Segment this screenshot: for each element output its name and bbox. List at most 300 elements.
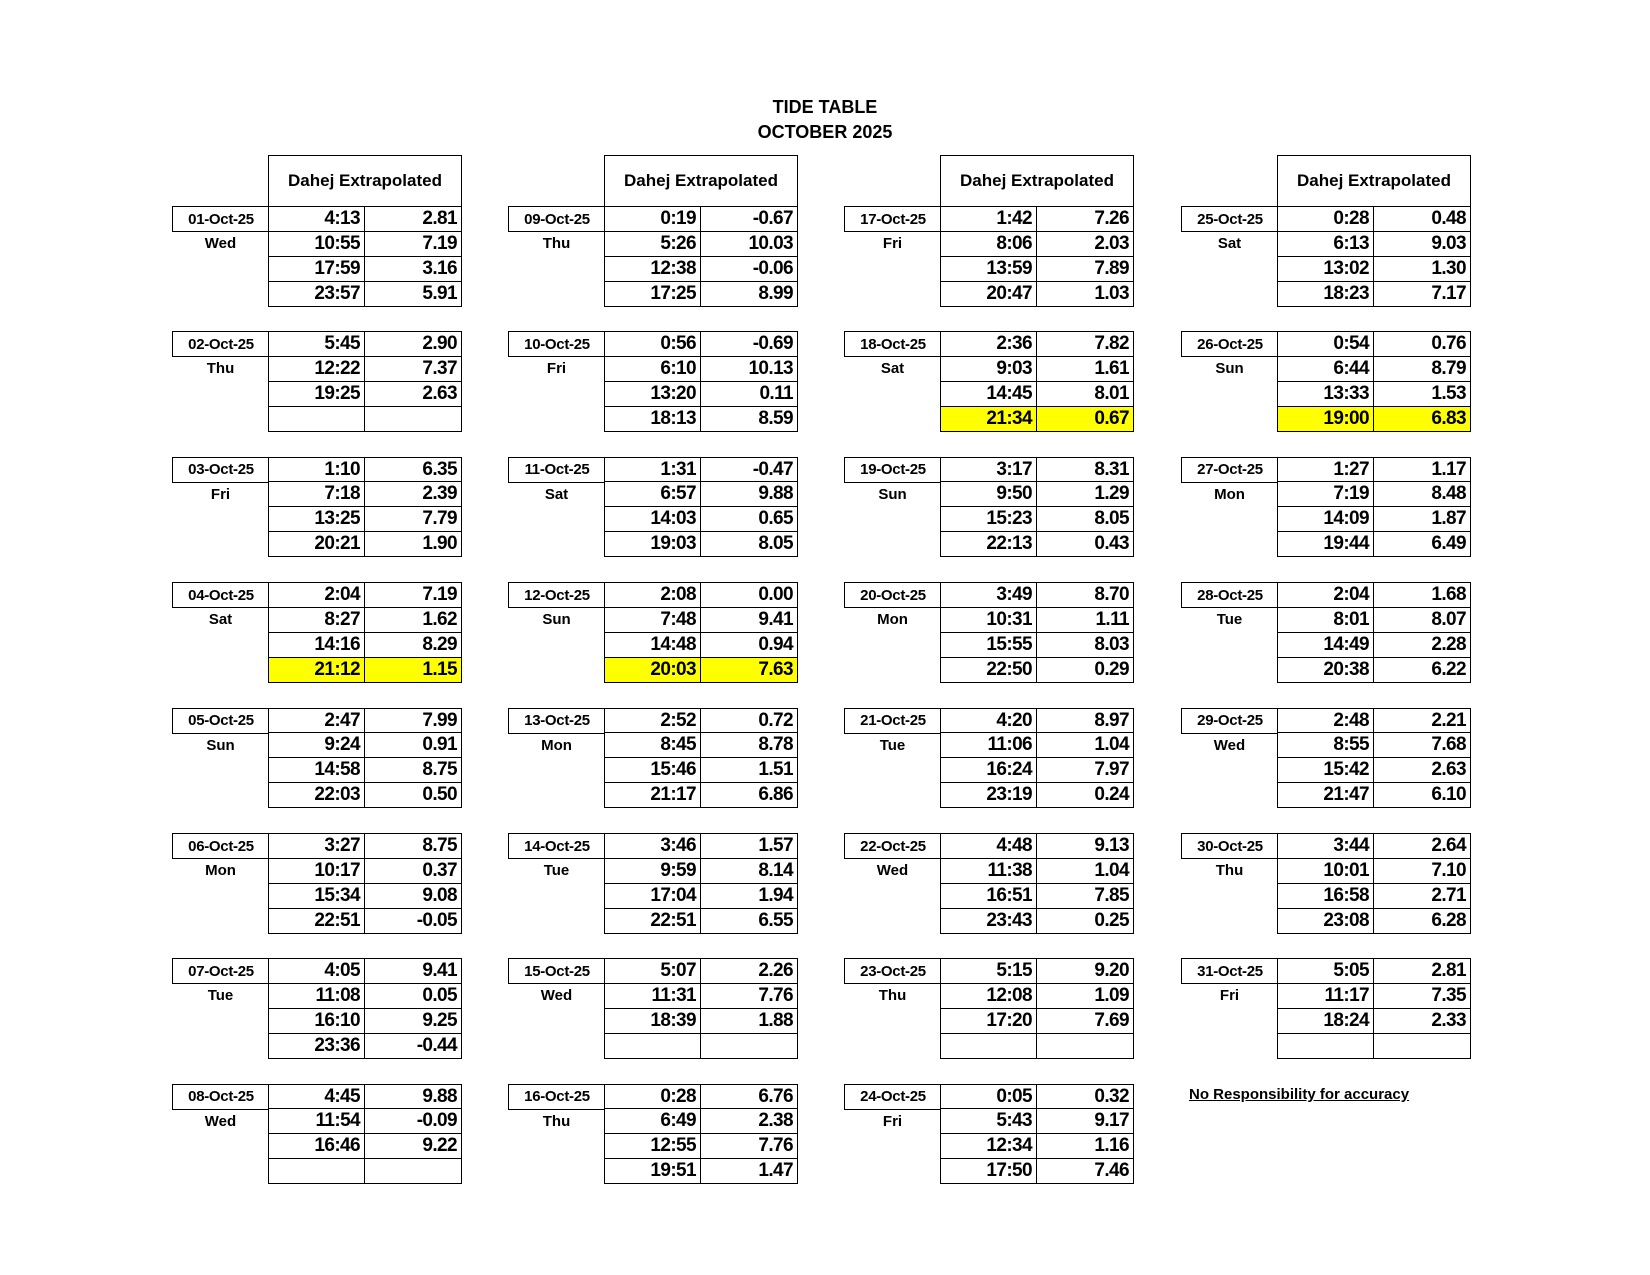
day-block — [508, 582, 798, 684]
tide-row — [605, 858, 797, 883]
tide-row — [269, 657, 461, 682]
tide-row — [605, 709, 797, 733]
tide-height: 1.57 — [758, 835, 793, 856]
day-block — [1181, 457, 1471, 559]
tide-time: 8:55 — [1278, 733, 1374, 757]
tide-height: 1.53 — [1431, 382, 1466, 404]
tide-row — [941, 757, 1133, 782]
tide-row — [605, 281, 797, 306]
tide-time: 5:15 — [941, 959, 1037, 983]
tide-time: 1:10 — [269, 458, 365, 482]
tide-row — [269, 1033, 461, 1058]
tide-row — [269, 709, 461, 733]
date-label: 13-Oct-25 — [508, 708, 605, 734]
weekday-label: Wed — [876, 862, 909, 879]
tide-time: 3:46 — [605, 834, 701, 858]
tide-row — [269, 332, 461, 356]
tide-height: 1.51 — [758, 759, 793, 781]
date-label: 14-Oct-25 — [508, 833, 605, 859]
tide-grid — [268, 206, 462, 307]
tide-height: 2.71 — [1431, 884, 1466, 906]
tide-height: 9.20 — [1094, 960, 1129, 982]
tide-row — [269, 983, 461, 1008]
tide-row — [605, 531, 797, 556]
tide-row — [605, 506, 797, 531]
tide-time: 0:05 — [941, 1085, 1037, 1109]
date-label: 19-Oct-25 — [844, 457, 941, 483]
tide-time: 23:08 — [1278, 909, 1374, 933]
tide-time: 16:58 — [1278, 884, 1374, 908]
tide-time: 10:17 — [269, 859, 365, 883]
date-label: 06-Oct-25 — [172, 833, 269, 859]
tide-row — [1278, 1033, 1470, 1058]
tide-height: 1.04 — [1094, 734, 1129, 756]
tide-row — [941, 531, 1133, 556]
tide-height: 2.81 — [422, 208, 457, 229]
tide-height: 1.68 — [1431, 584, 1466, 606]
tide-row — [605, 256, 797, 281]
tide-height: 1.62 — [422, 608, 457, 630]
tide-height: 9.41 — [758, 608, 793, 630]
tide-time: 12:38 — [605, 257, 701, 281]
tide-grid — [268, 582, 462, 683]
tide-row — [941, 709, 1133, 733]
tide-height: 8.97 — [1094, 709, 1129, 731]
tide-row — [1278, 458, 1470, 482]
tide-height: 8.05 — [1094, 508, 1129, 530]
tide-height: 6.86 — [758, 784, 793, 806]
tide-row — [605, 883, 797, 908]
tide-time: 23:57 — [269, 282, 365, 306]
tide-row — [1278, 231, 1470, 256]
tide-row — [941, 657, 1133, 682]
tide-time: 3:27 — [269, 834, 365, 858]
tide-grid — [940, 708, 1134, 809]
weekday-label: Sat — [544, 485, 569, 503]
weekday-label: Thu — [542, 235, 571, 252]
tide-height: 2.21 — [1431, 709, 1466, 731]
tide-row — [269, 1108, 461, 1133]
tide-row — [941, 607, 1133, 632]
tide-time: 11:17 — [1278, 984, 1374, 1008]
weekday-label: Thu — [206, 360, 235, 378]
tide-row — [605, 908, 797, 933]
tide-grid — [940, 206, 1134, 307]
tide-time: 20:21 — [269, 532, 365, 556]
tide-height: 9.88 — [422, 1085, 457, 1107]
tide-time: 14:58 — [269, 758, 365, 782]
tide-time: 2:48 — [1278, 709, 1374, 733]
tide-time: 2:52 — [605, 709, 701, 733]
tide-row — [941, 356, 1133, 381]
tide-time: 22:51 — [605, 909, 701, 933]
tide-height — [365, 407, 461, 431]
tide-time: 6:49 — [605, 1109, 701, 1133]
tide-time: 6:44 — [1278, 357, 1374, 381]
tide-grid — [604, 833, 798, 934]
tide-row — [605, 834, 797, 858]
tide-row — [269, 1158, 461, 1183]
tide-row — [269, 1008, 461, 1033]
tide-height: 1.16 — [1094, 1135, 1129, 1157]
tide-time: 5:43 — [941, 1109, 1037, 1133]
tide-row — [269, 632, 461, 657]
tide-time: 18:39 — [605, 1009, 701, 1033]
tide-row — [269, 207, 461, 231]
tide-height: 6.49 — [1431, 533, 1466, 555]
tide-time — [605, 1034, 701, 1058]
tide-time: 21:17 — [605, 783, 701, 807]
date-label: 03-Oct-25 — [172, 457, 269, 483]
tide-time: 17:20 — [941, 1009, 1037, 1033]
tide-height: 6.28 — [1431, 909, 1466, 931]
weekday-label: Wed — [540, 987, 573, 1005]
weekday-label: Thu — [878, 987, 907, 1005]
tide-height: 0.67 — [1094, 407, 1129, 429]
tide-row — [1278, 281, 1470, 306]
date-label: 28-Oct-25 — [1181, 582, 1278, 608]
tide-time: 20:38 — [1278, 658, 1374, 682]
tide-row — [941, 381, 1133, 406]
date-label: 16-Oct-25 — [508, 1084, 605, 1110]
tide-height: 0.37 — [422, 859, 457, 881]
column-header: Dahej Extrapolated — [604, 155, 798, 206]
tide-height: 7.37 — [422, 357, 457, 379]
tide-time: 17:25 — [605, 282, 701, 306]
tide-height: 7.99 — [422, 709, 457, 731]
tide-height: 8.29 — [422, 633, 457, 655]
tide-row — [269, 458, 461, 482]
tide-row — [269, 506, 461, 531]
tide-time: 16:51 — [941, 884, 1037, 908]
tide-height: 7.26 — [1094, 208, 1129, 229]
tide-height: 1.61 — [1094, 357, 1129, 379]
tide-row — [1278, 356, 1470, 381]
tide-row — [1278, 782, 1470, 807]
tide-height: 0.48 — [1431, 208, 1466, 229]
weekday-label: Mon — [1214, 485, 1245, 503]
tide-row — [941, 207, 1133, 231]
tide-row — [269, 381, 461, 406]
disclaimer: No Responsibility for accuracy — [1189, 1086, 1410, 1103]
tide-height: 7.10 — [1431, 859, 1466, 881]
tide-height: 7.89 — [1094, 257, 1129, 279]
date-label: 08-Oct-25 — [172, 1084, 269, 1110]
tide-time: 5:05 — [1278, 959, 1374, 983]
tide-row — [605, 481, 797, 506]
tide-height: 7.19 — [422, 584, 457, 606]
date-label: 18-Oct-25 — [844, 331, 941, 357]
tide-time — [1278, 1034, 1374, 1058]
tide-time: 14:45 — [941, 382, 1037, 406]
tide-row — [605, 1033, 797, 1058]
tide-time: 5:45 — [269, 332, 365, 356]
tide-time: 1:42 — [941, 207, 1037, 231]
tide-time: 11:38 — [941, 859, 1037, 883]
tide-time: 16:24 — [941, 758, 1037, 782]
tide-row — [941, 883, 1133, 908]
tide-height: 0.91 — [422, 734, 457, 756]
tide-time: 7:18 — [269, 482, 365, 506]
tide-time: 3:17 — [941, 458, 1037, 482]
tide-row — [605, 583, 797, 607]
tide-height: 8.14 — [758, 859, 793, 881]
tide-height: 0.50 — [422, 784, 457, 806]
date-label: 25-Oct-25 — [1181, 206, 1278, 232]
tide-time: 13:02 — [1278, 257, 1374, 281]
tide-height: -0.09 — [416, 1110, 457, 1132]
day-block — [844, 1084, 1134, 1186]
tide-height: -0.47 — [752, 458, 793, 480]
day-block — [508, 457, 798, 559]
tide-row — [605, 381, 797, 406]
tide-time: 8:01 — [1278, 608, 1374, 632]
day-block — [172, 708, 462, 810]
tide-grid — [1277, 206, 1471, 307]
tide-row — [1278, 531, 1470, 556]
date-label: 10-Oct-25 — [508, 331, 605, 357]
tide-grid — [604, 582, 798, 683]
tide-time: 17:50 — [941, 1159, 1037, 1183]
tide-row — [941, 1133, 1133, 1158]
day-block — [844, 457, 1134, 559]
tide-height: 0.94 — [758, 633, 793, 655]
weekday-label: Sun — [878, 485, 907, 503]
tide-row — [269, 356, 461, 381]
tide-height: 1.17 — [1431, 458, 1466, 480]
tide-row — [269, 1085, 461, 1109]
tide-height: 9.41 — [422, 960, 457, 982]
tide-row — [1278, 481, 1470, 506]
tide-row — [269, 406, 461, 431]
tide-time: 4:48 — [941, 834, 1037, 858]
weekday-label: Tue — [207, 987, 234, 1005]
tide-row — [1278, 657, 1470, 682]
tide-row — [941, 256, 1133, 281]
tide-grid — [604, 708, 798, 809]
tide-height: 6.55 — [758, 909, 793, 931]
weekday-label: Tue — [879, 736, 906, 754]
tide-height: 1.11 — [1095, 608, 1129, 630]
tide-height: 7.76 — [758, 984, 793, 1006]
tide-row — [605, 657, 797, 682]
tide-height: 2.28 — [1431, 633, 1466, 655]
day-block — [508, 958, 798, 1060]
tide-time: 13:20 — [605, 382, 701, 406]
tide-height: 8.31 — [1094, 458, 1129, 480]
tide-height: 0.32 — [1094, 1085, 1129, 1107]
tide-height: 10.13 — [748, 357, 793, 379]
day-block — [172, 457, 462, 559]
tide-height: 9.03 — [1431, 232, 1466, 254]
tide-row — [605, 959, 797, 983]
tide-height: 2.90 — [422, 333, 457, 355]
tide-grid — [1277, 708, 1471, 809]
tide-time: 22:13 — [941, 532, 1037, 556]
date-label: 27-Oct-25 — [1181, 457, 1278, 483]
tide-height: -0.44 — [416, 1034, 457, 1056]
tide-time: 4:05 — [269, 959, 365, 983]
tide-time: 10:31 — [941, 608, 1037, 632]
tide-time: 14:16 — [269, 633, 365, 657]
tide-time: 21:12 — [269, 658, 365, 682]
tide-row — [1278, 583, 1470, 607]
tide-time: 14:09 — [1278, 507, 1374, 531]
day-block — [172, 331, 462, 433]
date-label: 12-Oct-25 — [508, 582, 605, 608]
tide-row — [941, 959, 1133, 983]
tide-grid — [268, 1084, 462, 1185]
tide-time: 0:54 — [1278, 332, 1374, 356]
tide-row — [605, 332, 797, 356]
tide-row — [1278, 732, 1470, 757]
weekday-label: Fri — [546, 360, 567, 378]
tide-height: 9.25 — [422, 1009, 457, 1031]
tide-height: 8.99 — [758, 282, 793, 304]
tide-grid — [268, 958, 462, 1059]
tide-time: 11:06 — [941, 733, 1037, 757]
tide-time: 23:43 — [941, 909, 1037, 933]
day-block — [1181, 958, 1471, 1060]
page-subtitle: OCTOBER 2025 — [757, 122, 893, 142]
tide-height: 6.22 — [1431, 658, 1466, 680]
tide-height: 2.33 — [1431, 1009, 1466, 1031]
weekday-label: Sun — [206, 736, 235, 754]
tide-row — [605, 356, 797, 381]
day-block — [1181, 331, 1471, 433]
tide-height: 9.13 — [1094, 835, 1129, 856]
tide-row — [269, 281, 461, 306]
tide-time: 22:51 — [269, 909, 365, 933]
tide-time: 2:47 — [269, 709, 365, 733]
tide-time: 12:55 — [605, 1134, 701, 1158]
weekday-label: Sat — [880, 360, 905, 378]
tide-row — [941, 506, 1133, 531]
tide-time: 2:36 — [941, 332, 1037, 356]
page-title: TIDE TABLE — [772, 97, 878, 117]
date-label: 09-Oct-25 — [508, 206, 605, 232]
tide-height: 7.63 — [758, 658, 793, 680]
tide-time — [269, 407, 365, 431]
tide-height: 1.30 — [1431, 257, 1466, 279]
tide-grid — [268, 833, 462, 934]
weekday-label: Wed — [204, 235, 237, 252]
tide-height: 0.11 — [759, 382, 793, 404]
tide-time: 7:19 — [1278, 482, 1374, 506]
date-label: 05-Oct-25 — [172, 708, 269, 734]
tide-height: 1.47 — [758, 1160, 793, 1182]
tide-row — [605, 1108, 797, 1133]
tide-time: 22:50 — [941, 658, 1037, 682]
tide-time: 13:25 — [269, 507, 365, 531]
tide-time: 12:34 — [941, 1134, 1037, 1158]
day-block — [1181, 582, 1471, 684]
tide-height: 8.78 — [758, 734, 793, 756]
day-block — [1181, 206, 1471, 308]
day-block — [844, 708, 1134, 810]
tide-time: 23:19 — [941, 783, 1037, 807]
tide-time: 10:01 — [1278, 859, 1374, 883]
tide-time: 12:08 — [941, 984, 1037, 1008]
tide-row — [269, 757, 461, 782]
weekday-label: Wed — [204, 1112, 237, 1130]
tide-grid — [1277, 833, 1471, 934]
tide-height: 8.48 — [1431, 483, 1466, 505]
tide-time: 18:23 — [1278, 282, 1374, 306]
tide-row — [269, 959, 461, 983]
tide-height: 1.87 — [1431, 508, 1466, 530]
tide-time: 21:47 — [1278, 783, 1374, 807]
day-block — [172, 1084, 462, 1186]
tide-time: 15:42 — [1278, 758, 1374, 782]
tide-height: 1.94 — [758, 884, 793, 906]
tide-row — [1278, 983, 1470, 1008]
tide-row — [941, 1158, 1133, 1183]
tide-height: 5.91 — [422, 282, 457, 304]
tide-row — [1278, 709, 1470, 733]
tide-row — [941, 1008, 1133, 1033]
weekday-label: Fri — [210, 485, 231, 503]
tide-height: 0.65 — [758, 508, 793, 530]
tide-row — [941, 406, 1133, 431]
day-block — [1181, 833, 1471, 935]
tide-row — [269, 908, 461, 933]
day-block — [508, 1084, 798, 1186]
tide-time: 13:33 — [1278, 382, 1374, 406]
tide-row — [269, 531, 461, 556]
day-block — [508, 331, 798, 433]
date-label: 11-Oct-25 — [508, 457, 605, 483]
tide-row — [941, 834, 1133, 858]
tide-time: 1:31 — [605, 458, 701, 482]
tide-time: 20:47 — [941, 282, 1037, 306]
day-block — [172, 206, 462, 308]
tide-height: 2.39 — [422, 483, 457, 505]
tide-row — [269, 1133, 461, 1158]
tide-height: 8.03 — [1094, 633, 1129, 655]
tide-height: 1.88 — [758, 1009, 793, 1031]
tide-row — [1278, 506, 1470, 531]
tide-time: 4:20 — [941, 709, 1037, 733]
tide-time: 3:49 — [941, 583, 1037, 607]
tide-time: 19:44 — [1278, 532, 1374, 556]
tide-time: 6:57 — [605, 482, 701, 506]
tide-time: 0:28 — [1278, 207, 1374, 231]
day-block — [172, 582, 462, 684]
tide-height: 3.16 — [422, 257, 457, 279]
tide-height — [1374, 1034, 1470, 1058]
date-label: 04-Oct-25 — [172, 582, 269, 608]
tide-height: 2.26 — [758, 960, 793, 982]
tide-height: 1.29 — [1094, 483, 1129, 505]
tide-height: 2.63 — [1431, 759, 1466, 781]
tide-row — [941, 983, 1133, 1008]
weekday-label: Mon — [541, 736, 572, 754]
tide-time: 19:51 — [605, 1159, 701, 1183]
tide-time — [941, 1034, 1037, 1058]
tide-grid — [1277, 582, 1471, 683]
tide-grid — [940, 457, 1134, 558]
tide-height: 8.07 — [1431, 608, 1466, 630]
tide-height: 9.17 — [1094, 1110, 1129, 1132]
tide-row — [941, 1033, 1133, 1058]
tide-height: 0.29 — [1094, 658, 1129, 680]
weekday-label: Tue — [543, 862, 570, 879]
tide-time: 15:23 — [941, 507, 1037, 531]
tide-height: 8.59 — [758, 407, 793, 429]
date-label: 30-Oct-25 — [1181, 833, 1278, 859]
tide-height: 6.35 — [422, 458, 457, 480]
